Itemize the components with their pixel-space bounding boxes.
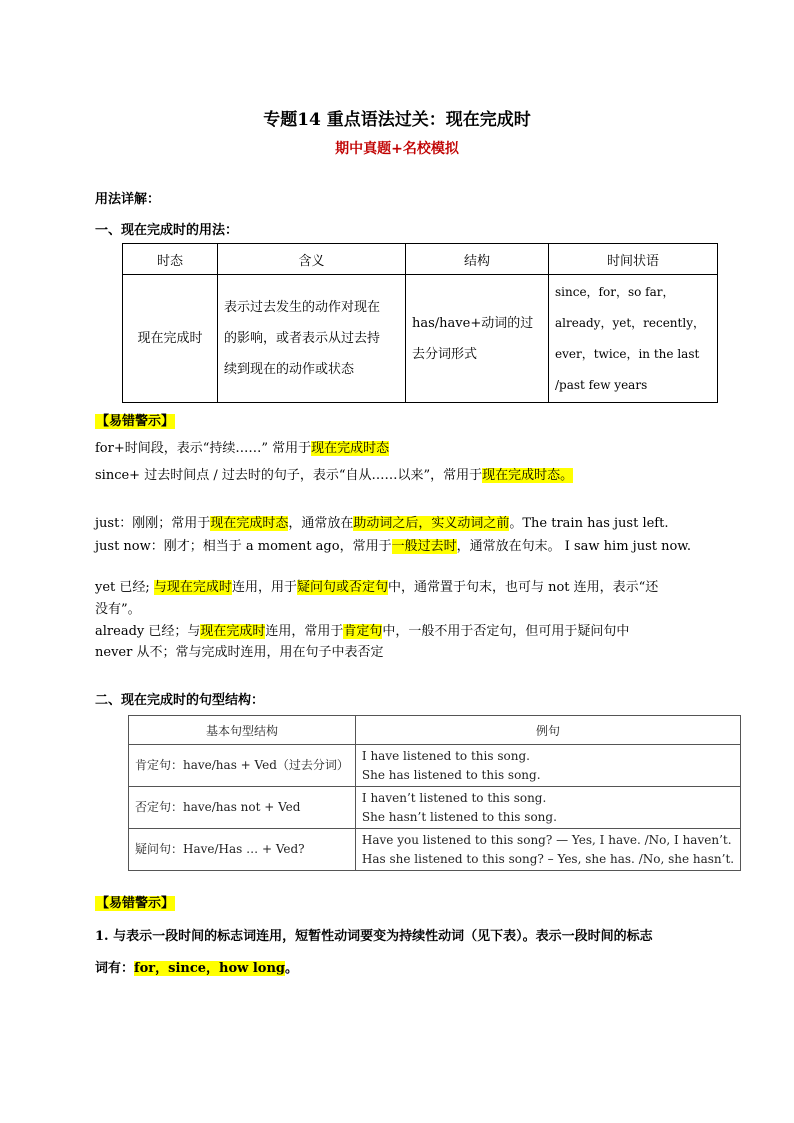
header-adverbials: 时间状语 [549,244,718,275]
adverbial-line: since，for，so far， [555,284,675,299]
pattern-examples [355,829,740,871]
pattern-structure: 否定句：have/has not + Ved [129,787,356,829]
note-for [95,437,389,456]
note-text: 。The train has just left. [509,516,669,531]
note-text: already 已经；与 [95,624,201,639]
note-already [95,620,629,639]
warning-tag-2 [95,892,175,911]
highlight: 疑问句或否定句 [296,580,388,595]
final-note-line2 [95,957,298,976]
usage-table [122,243,718,403]
usage-table-header-row [123,244,718,275]
section1-heading: 一、现在完成时的用法： [95,223,239,238]
header-structure: 结构 [406,244,549,275]
example-sentence: I have listened to this song. [361,748,530,763]
note-text: 连用，常用于 [265,624,344,639]
example-sentence: She has listened to this song. [361,767,541,782]
header-meaning: 含义 [218,244,406,275]
pattern-row-question [129,829,741,871]
highlight: for，since，how long [134,961,286,976]
highlight: 一般过去时 [391,539,457,554]
note-yet-cont: 没有”。 [95,602,141,617]
highlight: 现在完成时态 [210,516,289,531]
page-title: 专题14 重点语法过关：现在完成时 [263,110,531,130]
note-text: since+ 过去时间点 / 过去时的句子，表示“自从……以来”，常用于 [95,468,483,483]
note-text: 中，通常置于句末，也可与 not 连用，表示“还 [387,580,659,595]
final-note-line1: 1. 与表示一段时间的标志词连用，短暂性动词要变为持续性动词（见下表）。表示一段时间的标志 [95,929,653,944]
adverbial-line: /past few years [555,377,648,392]
meaning-line: 续到现在的动作或状态 [224,362,355,377]
warning-tag-1 [95,410,175,429]
pattern-examples [355,787,740,829]
example-sentence: She hasn’t listened to this song. [361,809,557,824]
highlight: 现在完成时态 [311,441,390,456]
meaning-line: 的影响，或者表示从过去持 [224,331,381,346]
header-tense: 时态 [123,244,218,275]
note-yet [95,576,658,595]
highlight: 现在完成时 [200,624,266,639]
pattern-table [128,715,741,871]
highlight: 现在完成时态。 [482,468,574,483]
note-text: just now：刚才；相当于 a moment ago，常用于 [95,539,392,554]
note-text: 。 [285,961,299,976]
meaning-line: 表示过去发生的动作对现在 [224,300,381,315]
warning-label: 【易错警示】 [96,896,175,911]
structure-line: has/have+动词的过 [412,315,534,331]
structure-line: 去分词形式 [412,346,478,362]
pattern-examples [355,745,740,787]
cell-meaning [218,275,406,403]
example-sentence: I haven’t listened to this song. [361,790,547,805]
warning-label: 【易错警示】 [96,414,175,429]
usage-table-row [123,275,718,403]
usage-heading: 用法详解： [95,192,161,207]
note-text: for+时间段，表示“持续……” 常用于 [95,441,312,456]
example-sentence: Have you listened to this song? — Yes, I have. /No, I haven’t. [361,832,732,847]
cell-adverbials [549,275,718,403]
highlight: 助动词之后，实义动词之前 [353,516,510,531]
note-since [95,464,573,483]
pattern-structure: 肯定句：have/has + Ved（过去分词） [129,745,356,787]
pattern-table-header-row [129,716,741,745]
note-text: 连用，用于 [231,580,297,595]
cell-structure [406,275,549,403]
adverbial-line: ever，twice，in the last [555,346,700,361]
highlight: 与现在完成时 [153,580,232,595]
pattern-row-negative [129,787,741,829]
note-text: yet 已经; [95,580,154,595]
section2-heading: 二、现在完成时的句型结构： [95,693,265,708]
example-sentence: Has she listened to this song? – Yes, she has. /No, she hasn’t. [361,851,735,866]
pattern-structure: 疑问句：Have/Has … + Ved? [129,829,356,871]
note-just [95,512,668,531]
page-subtitle: 期中真题+名校模拟 [335,141,459,157]
highlight: 肯定句 [343,624,383,639]
note-text: ，通常放在 [288,516,354,531]
header-structure: 基本句型结构 [129,716,356,745]
note-just-now [95,535,691,554]
note-text: ，通常放在句末。 I saw him just now. [456,539,692,554]
note-never: never 从不；常与完成时连用，用在句子中表否定 [95,645,384,660]
pattern-row-affirmative [129,745,741,787]
header-example: 例句 [355,716,740,745]
note-text: 中，一般不用于否定句，但可用于疑问句中 [382,624,630,639]
cell-tense: 现在完成时 [123,275,218,403]
note-text: 词有： [95,961,135,976]
note-text: just：刚刚；常用于 [95,516,211,531]
adverbial-line: already，yet，recently， [555,315,705,330]
